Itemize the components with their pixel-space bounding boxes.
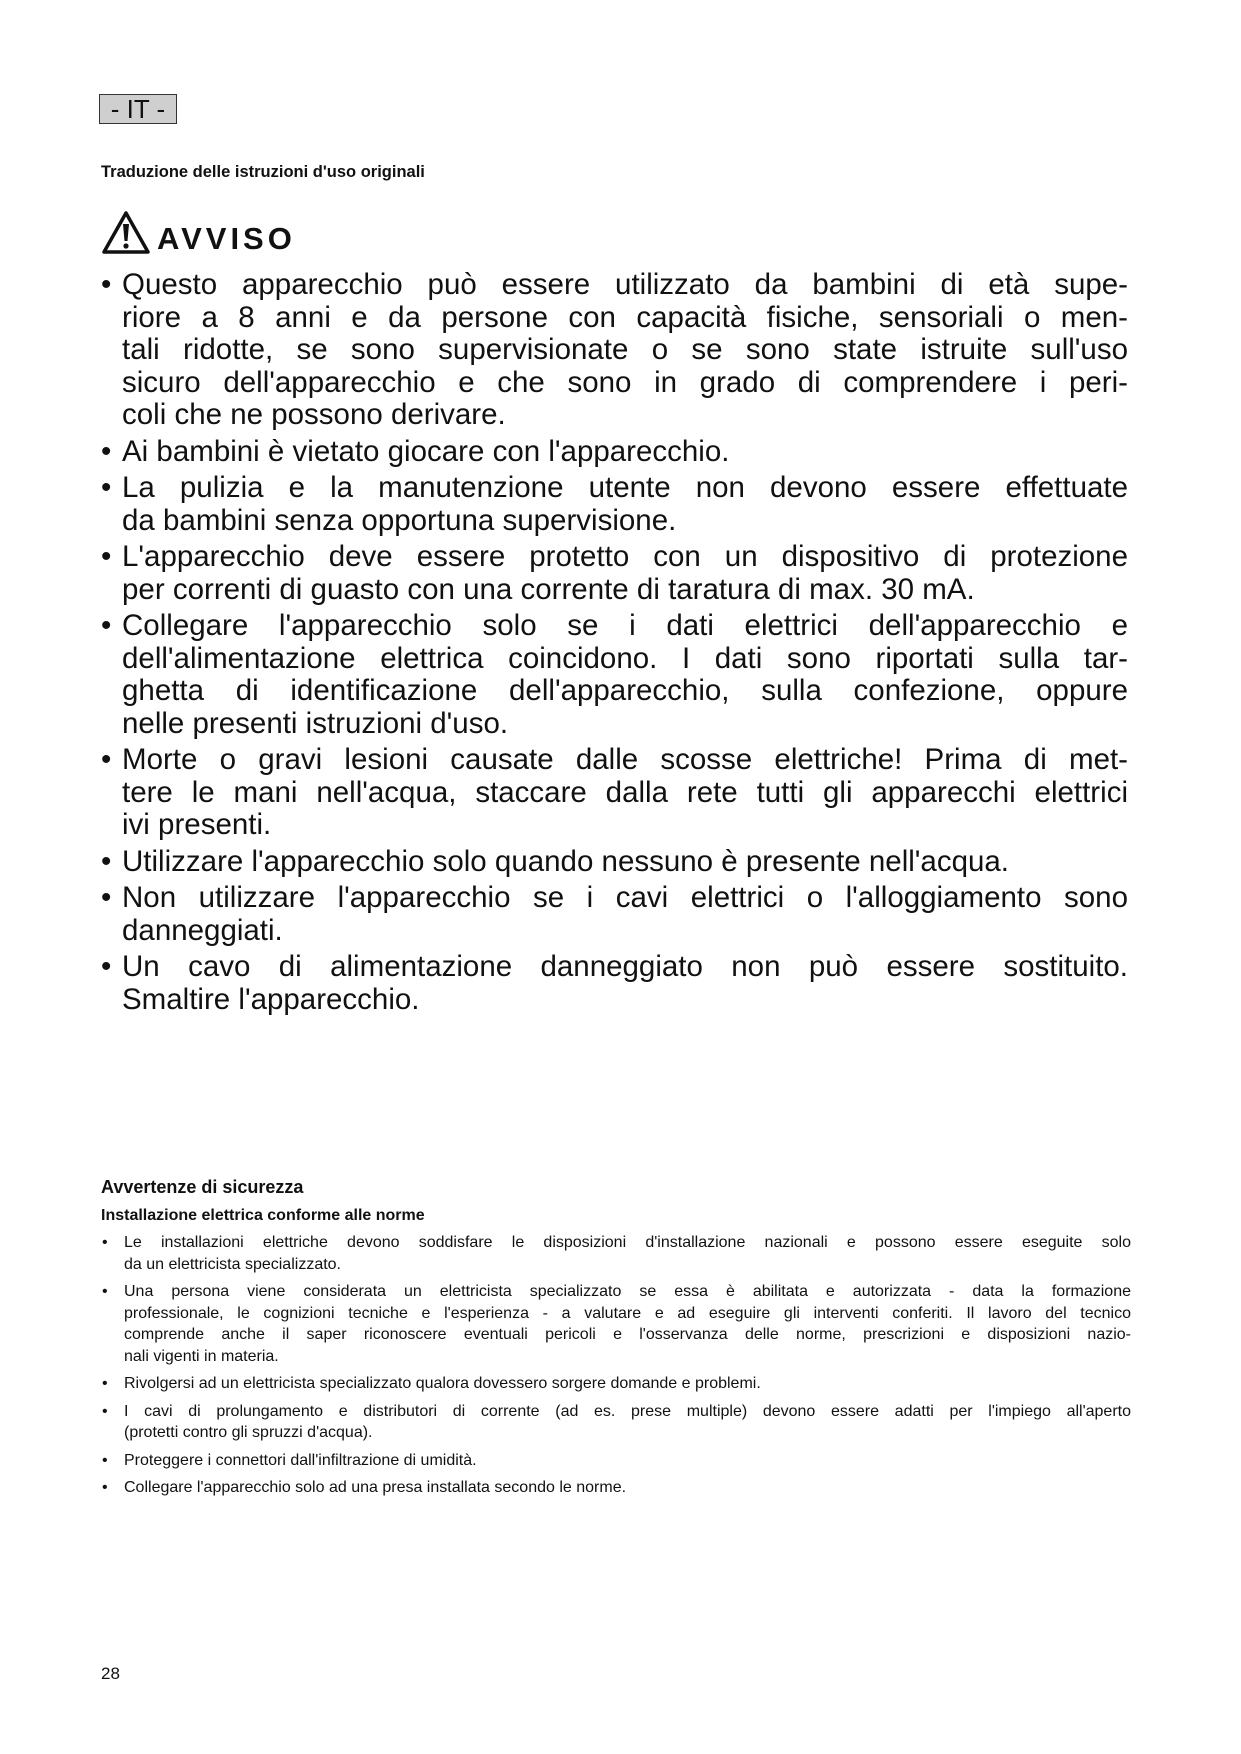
list-item-line: Collegare l'apparecchio solo ad una presa installata secondo le norme. bbox=[124, 1479, 627, 1496]
list-item-line: Questo apparecchio può essere utilizzato da bambini di età supe- bbox=[122, 268, 1128, 301]
list-item-line: ghetta di identificazione dell'apparecchio, sulla confezione, oppure bbox=[122, 674, 1128, 707]
list-item-line: da un elettricista specializzato. bbox=[124, 1255, 341, 1273]
list-item bbox=[101, 744, 1128, 842]
list-item-line: Ai bambini è vietato giocare con l'apparecchio. bbox=[122, 434, 730, 468]
list-item-line: comprende anche il saper riconoscere eventuali pericoli e l'osservanza delle norme, prescrizioni e disposizioni nazio- bbox=[124, 1326, 1131, 1343]
bullet-icon: • bbox=[102, 1375, 108, 1392]
warning-list bbox=[101, 269, 1128, 1020]
list-item bbox=[101, 882, 1128, 947]
list-item-line: Una persona viene considerata un elettricista specializzato se essa è abilitata e autorizzata - data la formazione bbox=[124, 1283, 1131, 1300]
bullet-icon: • bbox=[101, 540, 112, 573]
list-item-line: Non utilizzare l'apparecchio se i cavi elettrici o l'alloggiamento sono bbox=[122, 881, 1128, 914]
list-item-line: sicuro dell'apparecchio e che sono in grado di comprendere i peri- bbox=[122, 365, 1128, 399]
list-item-line: (protetti contro gli spruzzi d'acqua). bbox=[124, 1424, 373, 1441]
list-item-line: per correnti di guasto con una corrente di taratura di max. 30 mA. bbox=[122, 572, 975, 606]
safety-list bbox=[101, 1232, 1131, 1505]
document-subtitle: Traduzione delle istruzioni d'uso originali bbox=[101, 163, 425, 181]
language-tag: - IT - bbox=[99, 94, 177, 124]
list-item bbox=[101, 1450, 1131, 1472]
list-item-line: Collegare l'apparecchio solo se i dati elettrici dell'apparecchio e bbox=[122, 609, 1128, 642]
page-number: 28 bbox=[101, 1664, 120, 1683]
warning-title: AVVISO bbox=[157, 221, 296, 256]
bullet-icon: • bbox=[102, 1283, 108, 1300]
bullet-icon: • bbox=[101, 471, 112, 504]
bullet-icon: • bbox=[102, 1479, 108, 1496]
list-item-line: Smaltire l'apparecchio. bbox=[122, 982, 420, 1016]
bullet-icon: • bbox=[101, 881, 112, 914]
list-item-line: Rivolgersi ad un elettricista specializzato qualora dovessero sorgere domande e problemi. bbox=[124, 1375, 761, 1392]
list-item-line: I cavi di prolungamento e distributori di corrente (ad es. prese multiple) devono essere adatti per l'impiego all'aperto bbox=[124, 1402, 1131, 1420]
list-item-line: Morte o gravi lesioni causate dalle scosse elettriche! Prima di met- bbox=[122, 743, 1128, 776]
list-item-line: tali ridotte, se sono supervisionate o se sono state istruite sull'uso bbox=[122, 333, 1128, 366]
warning-heading bbox=[101, 210, 296, 256]
list-item bbox=[101, 1232, 1131, 1275]
bullet-icon: • bbox=[102, 1451, 108, 1469]
section-subtitle: Installazione elettrica conforme alle norme bbox=[101, 1207, 425, 1224]
section-title: Avvertenze di sicurezza bbox=[101, 1177, 304, 1197]
warning-triangle-icon bbox=[101, 210, 151, 256]
list-item bbox=[101, 1373, 1131, 1395]
list-item-line: nali vigenti in materia. bbox=[124, 1347, 279, 1365]
list-item bbox=[101, 436, 1128, 469]
list-item bbox=[101, 846, 1128, 879]
bullet-icon: • bbox=[101, 268, 112, 301]
list-item bbox=[101, 1477, 1131, 1499]
list-item-line: Utilizzare l'apparecchio solo quando nessuno è presente nell'acqua. bbox=[122, 844, 1010, 878]
list-item-line: da bambini senza opportuna supervisione. bbox=[122, 503, 677, 537]
list-item-line: ivi presenti. bbox=[122, 808, 272, 841]
list-item bbox=[101, 269, 1128, 432]
list-item-line: L'apparecchio deve essere protetto con un dispositivo di protezione bbox=[122, 540, 1128, 573]
bullet-icon: • bbox=[101, 743, 112, 776]
bullet-icon: • bbox=[102, 1234, 108, 1251]
list-item-line: La pulizia e la manutenzione utente non devono essere effettuate bbox=[122, 471, 1128, 504]
list-item-line: danneggiati. bbox=[122, 913, 283, 947]
list-item-line: coli che ne possono derivare. bbox=[122, 398, 506, 431]
list-item bbox=[101, 610, 1128, 740]
list-item-line: tere le mani nell'acqua, staccare dalla rete tutti gli apparecchi elettrici bbox=[122, 775, 1128, 809]
list-item-line: Un cavo di alimentazione danneggiato non può essere sostituito. bbox=[122, 950, 1128, 983]
bullet-icon: • bbox=[101, 844, 112, 878]
bullet-icon: • bbox=[101, 434, 112, 468]
list-item bbox=[101, 1401, 1131, 1444]
list-item bbox=[101, 1281, 1131, 1367]
list-item bbox=[101, 472, 1128, 537]
list-item bbox=[101, 541, 1128, 606]
list-item-line: dell'alimentazione elettrica coincidono. I dati sono riportati sulla tar- bbox=[122, 641, 1128, 675]
bullet-icon: • bbox=[102, 1402, 108, 1420]
list-item-line: nelle presenti istruzioni d'uso. bbox=[122, 706, 509, 740]
list-item-line: professionale, le cognizioni tecniche e l'esperienza - a valutare e ad eseguire gli interventi conferiti. Il lavoro del tecnico bbox=[124, 1304, 1131, 1322]
list-item-line: Proteggere i connettori dall'infiltrazione di umidità. bbox=[124, 1451, 477, 1469]
list-item-line: riore a 8 anni e da persone con capacità fisiche, sensoriali o men- bbox=[122, 300, 1128, 334]
list-item bbox=[101, 951, 1128, 1016]
bullet-icon: • bbox=[101, 609, 112, 642]
list-item-line: Le installazioni elettriche devono soddisfare le disposizioni d'installazione nazionali e possono essere eseguite solo bbox=[124, 1234, 1131, 1251]
bullet-icon: • bbox=[101, 950, 112, 983]
